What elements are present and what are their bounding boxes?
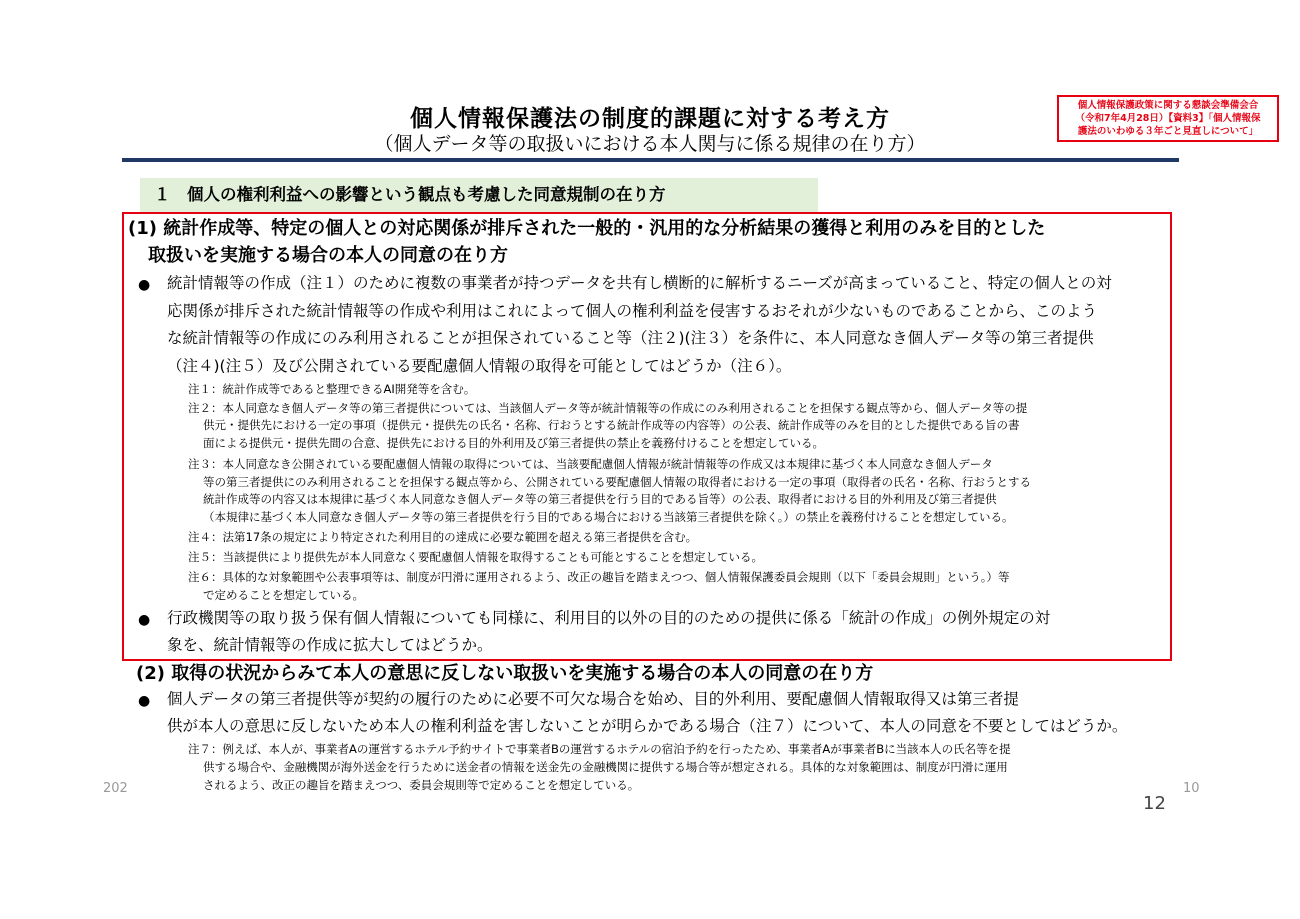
- note-line: （本規律に基づく本人同意なき個人データ等の第三者提供を行う目的である場合における当該第三者提供を除く。）の禁止を義務付けることを想定している。: [203, 510, 1014, 524]
- subsection-heading: (2) 取得の状況からみて本人の意思に反しない取扱いを実施する場合の本人の同意の在り方: [136, 663, 874, 684]
- note-line: 注５：当該提供により提供先が本人同意なく要配慮個人情報を取得することも可能とすることを想定している。: [188, 550, 763, 564]
- source-line: （令和7年4月28日）【資料3】「個人情報保: [1075, 113, 1261, 124]
- section-heading: １ 個人の権利利益への影響という観点も考慮した同意規制の在り方: [140, 178, 818, 212]
- bullet-text: （注４)(注５）及び公開されている要配慮個人情報の取得を可能としてはどうか（注６）。: [167, 356, 792, 375]
- note-line: 注３：本人同意なき公開されている要配慮個人情報の取得については、当該要配慮個人情報が統計情報等の作成又は本規律に基づく本人同意なき個人データ: [188, 457, 993, 471]
- footer-date-fragment: 202: [103, 781, 128, 796]
- bullet-text: 統計情報等の作成（注１）のために複数の事業者が持つデータを共有し横断的に解析するニーズが高まっていること、特定の個人との対: [167, 274, 1112, 292]
- note-line: 統計作成等の内容又は本規律に基づく本人同意なき個人データ等の第三者提供を行う目的である旨等）の公表、取得者における目的外利用及び第三者提供: [203, 492, 997, 506]
- note-line: 等の第三者提供にのみ利用されることを担保する観点等から、公開されている要配慮個人情報の取得者における一定の事項（取得者の氏名・名称、行おうとする: [203, 474, 1031, 489]
- bullet-text: 個人データの第三者提供等が契約の履行のために必要不可欠な場合を始め、目的外利用、要配慮個人情報取得又は第三者提: [167, 690, 1019, 708]
- note-line: 注７：例えば、本人が、事業者Aの運営するホテル予約サイトで事業者Bの運営するホテルの宿泊予約を行ったため、事業者Aが事業者Bに当該本人の氏名等を提: [188, 742, 1011, 756]
- note-line: 注１：統計作成等であると整理できるAI開発等を含む。: [188, 382, 476, 396]
- bullet-text: 象を、統計情報等の作成に拡大してはどうか。: [167, 636, 493, 654]
- source-line: 個人情報保護政策に関する懇談会準備会合: [1077, 100, 1259, 111]
- bullet-icon: ●: [138, 693, 151, 709]
- note-line: 注２：本人同意なき個人データ等の第三者提供については、当該個人データ等が統計情報等の作成にのみ利用されることを担保する観点等から、個人データ等の提: [188, 400, 1028, 415]
- title-divider: [122, 158, 1179, 162]
- subsection-heading-cont: 取扱いを実施する場合の本人の同意の在り方: [148, 245, 508, 266]
- source-line: 護法のいわゆる３年ごと見直しについて」: [1077, 126, 1259, 137]
- page-number: 12: [1143, 793, 1166, 814]
- bullet-text: 応関係が排斥された統計情報等の作成や利用はこれによって個人の権利利益を侵害するおそれが少ないものであることから、このよう: [167, 301, 1098, 320]
- note-line: 供元・提供先における一定の事項（提供元・提供先の氏名・名称、行おうとする統計作成等の内容等）の公表、統計作成等のみを目的とした提供である旨の書: [203, 418, 1020, 432]
- bullet-icon: ●: [138, 612, 151, 628]
- note-line: 注４：法第17条の規定により特定された利用目的の達成に必要な範囲を超える第三者提供を含む。: [188, 530, 698, 544]
- note-line: 注６：具体的な対象範囲や公表事項等は、制度が円滑に運用されるよう、改正の趣旨を踏まえつつ、個人情報保護委員会規則（以下「委員会規則」という。）等: [188, 570, 1010, 584]
- page-title: 個人情報保護法の制度的課題に対する考え方: [410, 106, 890, 132]
- note-line: されるよう、改正の趣旨を踏まえつつ、委員会規則等で定めることを想定している。: [203, 778, 640, 792]
- footer-right-fragment: 10: [1183, 781, 1200, 796]
- bullet-text: な統計情報等の作成にのみ利用されることが担保されていること等（注２)(注３）を条件に、本人同意なき個人データ等の第三者提供: [167, 329, 1094, 347]
- subsection-heading: (1) 統計作成等、特定の個人との対応関係が排斥された一般的・汎用的な分析結果の獲得と利用のみを目的とした: [128, 218, 1046, 239]
- bullet-text: 供が本人の意思に反しないため本人の権利利益を害しないことが明らかである場合（注７）について、本人の同意を不要としてはどうか。: [167, 717, 1128, 735]
- note-line: 面による提供元・提供先間の合意、提供先における目的外利用及び第三者提供の禁止を義務付けることを想定している。: [203, 435, 824, 450]
- source-note-box: [1057, 95, 1279, 142]
- note-line: で定めることを想定している。: [203, 588, 364, 602]
- page-subtitle: （個人データ等の取扱いにおける本人関与に係る規律の在り方）: [374, 133, 926, 155]
- note-line: 供する場合や、金融機関が海外送金を行うために送金者の情報を送金先の金融機関に提供する場合等が想定される。具体的な対象範囲は、制度が円滑に運用: [203, 760, 1008, 774]
- bullet-text: 行政機関等の取り扱う保有個人情報についても同様に、利用目的以外の目的のための提供に係る「統計の作成」の例外規定の対: [167, 609, 1051, 627]
- bullet-icon: ●: [138, 277, 151, 293]
